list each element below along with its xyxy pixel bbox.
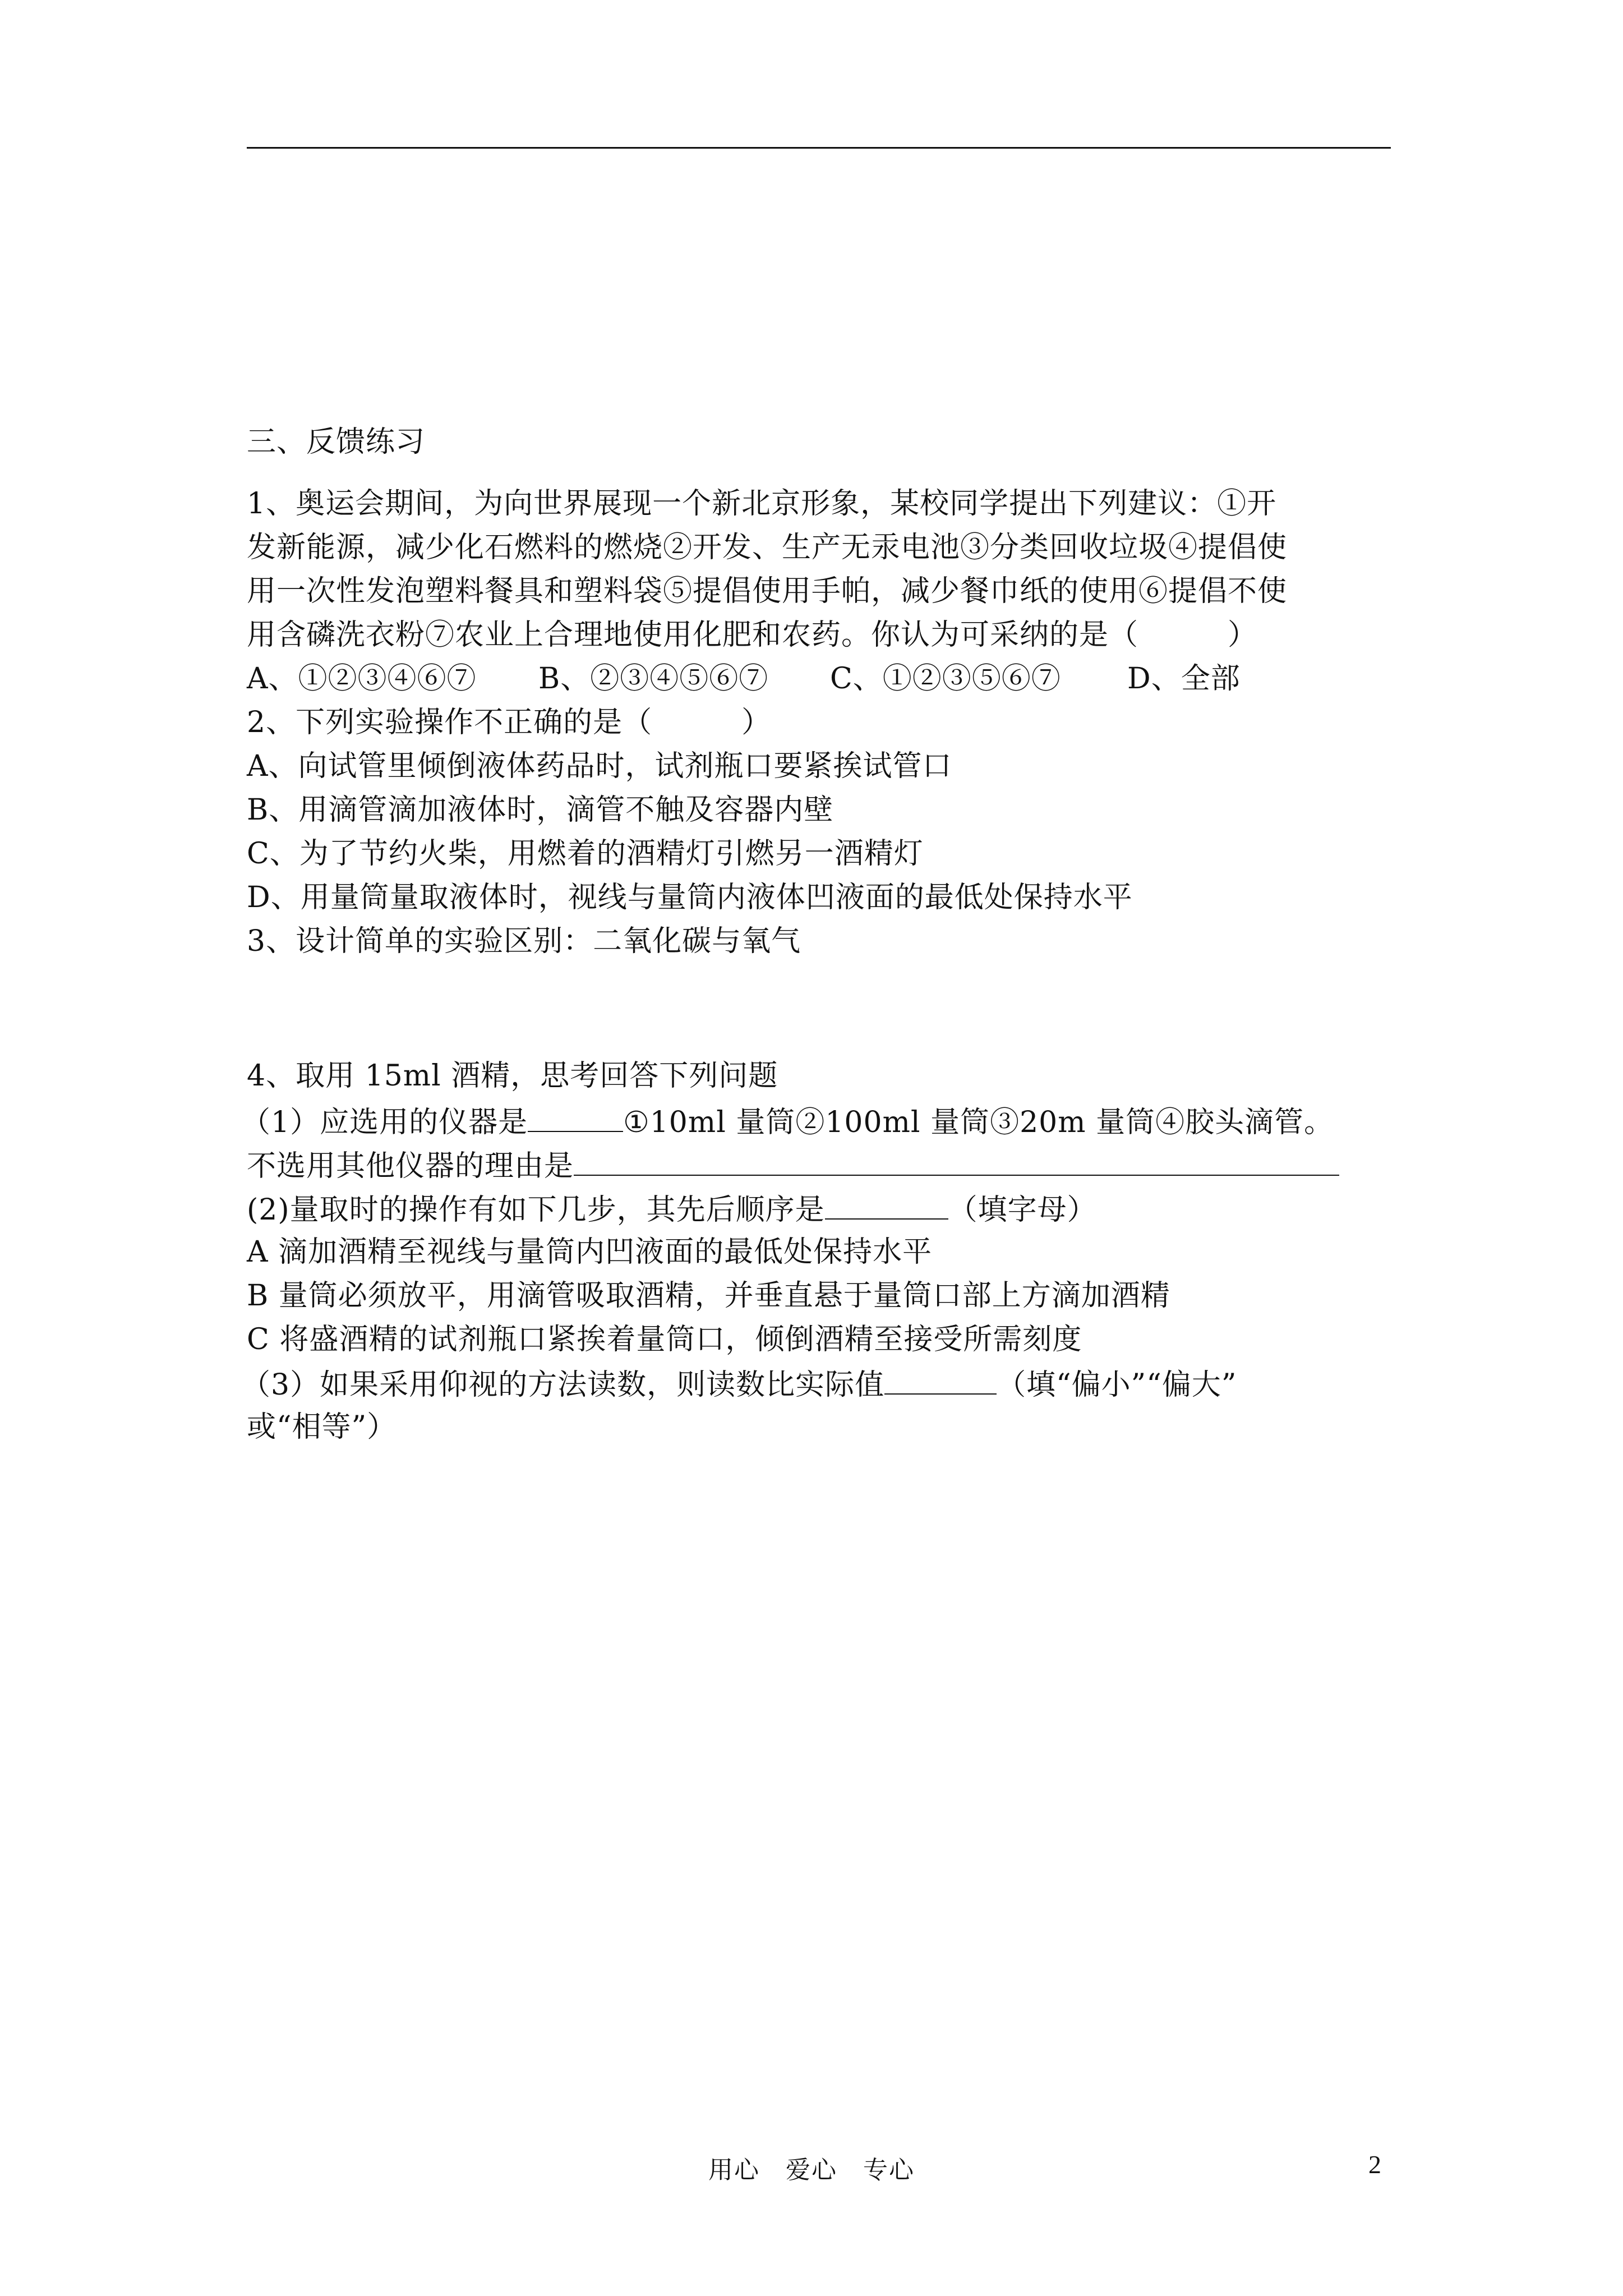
q4-step-c: C 将盛酒精的试剂瓶口紧挨着量筒口，倾倒酒精至接受所需刻度 (247, 1323, 1082, 1356)
footer-motto: 用心 爱心 专心 (708, 2156, 915, 2184)
q2-option-b: B、用滴管滴加液体时，滴管不触及容器内壁 (247, 793, 834, 827)
q4-part3 (241, 1362, 1237, 1406)
q4-part3-line2: 或“相等”） (247, 1410, 397, 1444)
q4-part1 (241, 1099, 1334, 1144)
q4-part1-prefix: （1）应选用的仪器是 (241, 1106, 528, 1139)
q4-part3-prefix: （3）如果采用仰视的方法读数，则读数比实际值 (241, 1368, 885, 1402)
q1-line-4: 用含磷洗衣粉⑦农业上合理地使用化肥和农药。你认为可采纳的是（ ） (247, 618, 1258, 652)
page-number: 2 (1368, 2150, 1381, 2179)
q1-line-3: 用一次性发泡塑料餐具和塑料袋⑤提倡使用手帕，减少餐巾纸的使用⑥提倡不使 (247, 574, 1288, 608)
q4-part1-reason (247, 1143, 1339, 1188)
q2-option-d: D、用量筒量取液体时，视线与量筒内液体凹液面的最低处保持水平 (247, 881, 1133, 914)
q2-option-c: C、为了节约火柴，用燃着的酒精灯引燃另一酒精灯 (247, 837, 924, 871)
q1-options (247, 657, 1241, 700)
q4-part1-suffix: ①10ml 量筒②100ml 量筒③20m 量筒④胶头滴管。 (623, 1106, 1334, 1139)
q1-option-a: A、①②③④⑥⑦ (247, 662, 477, 696)
q4-part2-blank[interactable] (825, 1187, 948, 1220)
q2-stem: 2、下列实验操作不正确的是（ ） (247, 706, 772, 739)
q1-line-2: 发新能源，减少化石燃料的燃烧②开发、生产无汞电池③分类回收垃圾④提倡使 (247, 531, 1288, 564)
q4-part1-reason-label: 不选用其他仪器的理由是 (247, 1149, 574, 1183)
q4-part1-blank[interactable] (528, 1099, 623, 1132)
q1-option-c: C、①②③⑤⑥⑦ (830, 662, 1061, 696)
q4-part3-suffix: （填“偏小”“偏大” (997, 1368, 1237, 1402)
q4-step-a: A 滴加酒精至视线与量筒内凹液面的最低处保持水平 (247, 1235, 933, 1269)
q4-part2 (247, 1187, 1097, 1231)
q4-stem: 4、取用 15ml 酒精，思考回答下列问题 (247, 1059, 778, 1093)
q4-part2-suffix: （填字母） (948, 1193, 1097, 1227)
section-title: 三、反馈练习 (247, 425, 426, 459)
q1-option-d: D、全部 (1127, 662, 1241, 696)
q1-option-b: B、②③④⑤⑥⑦ (538, 662, 769, 696)
q4-part3-blank[interactable] (884, 1362, 997, 1395)
q2-option-a: A、向试管里倾倒液体药品时，试剂瓶口要紧挨试管口 (247, 749, 952, 783)
q4-part1-reason-blank[interactable] (574, 1143, 1339, 1176)
q1-line-1: 1、奥运会期间，为向世界展现一个新北京形象，某校同学提出下列建议：①开 (247, 487, 1277, 521)
q4-part2-prefix: (2)量取时的操作有如下几步，其先后顺序是 (247, 1193, 825, 1227)
q4-step-b: B 量筒必须放平，用滴管吸取酒精，并垂直悬于量筒口部上方滴加酒精 (247, 1279, 1170, 1313)
q3-stem: 3、设计简单的实验区别：二氧化碳与氧气 (247, 924, 801, 958)
header-rule (247, 147, 1391, 149)
